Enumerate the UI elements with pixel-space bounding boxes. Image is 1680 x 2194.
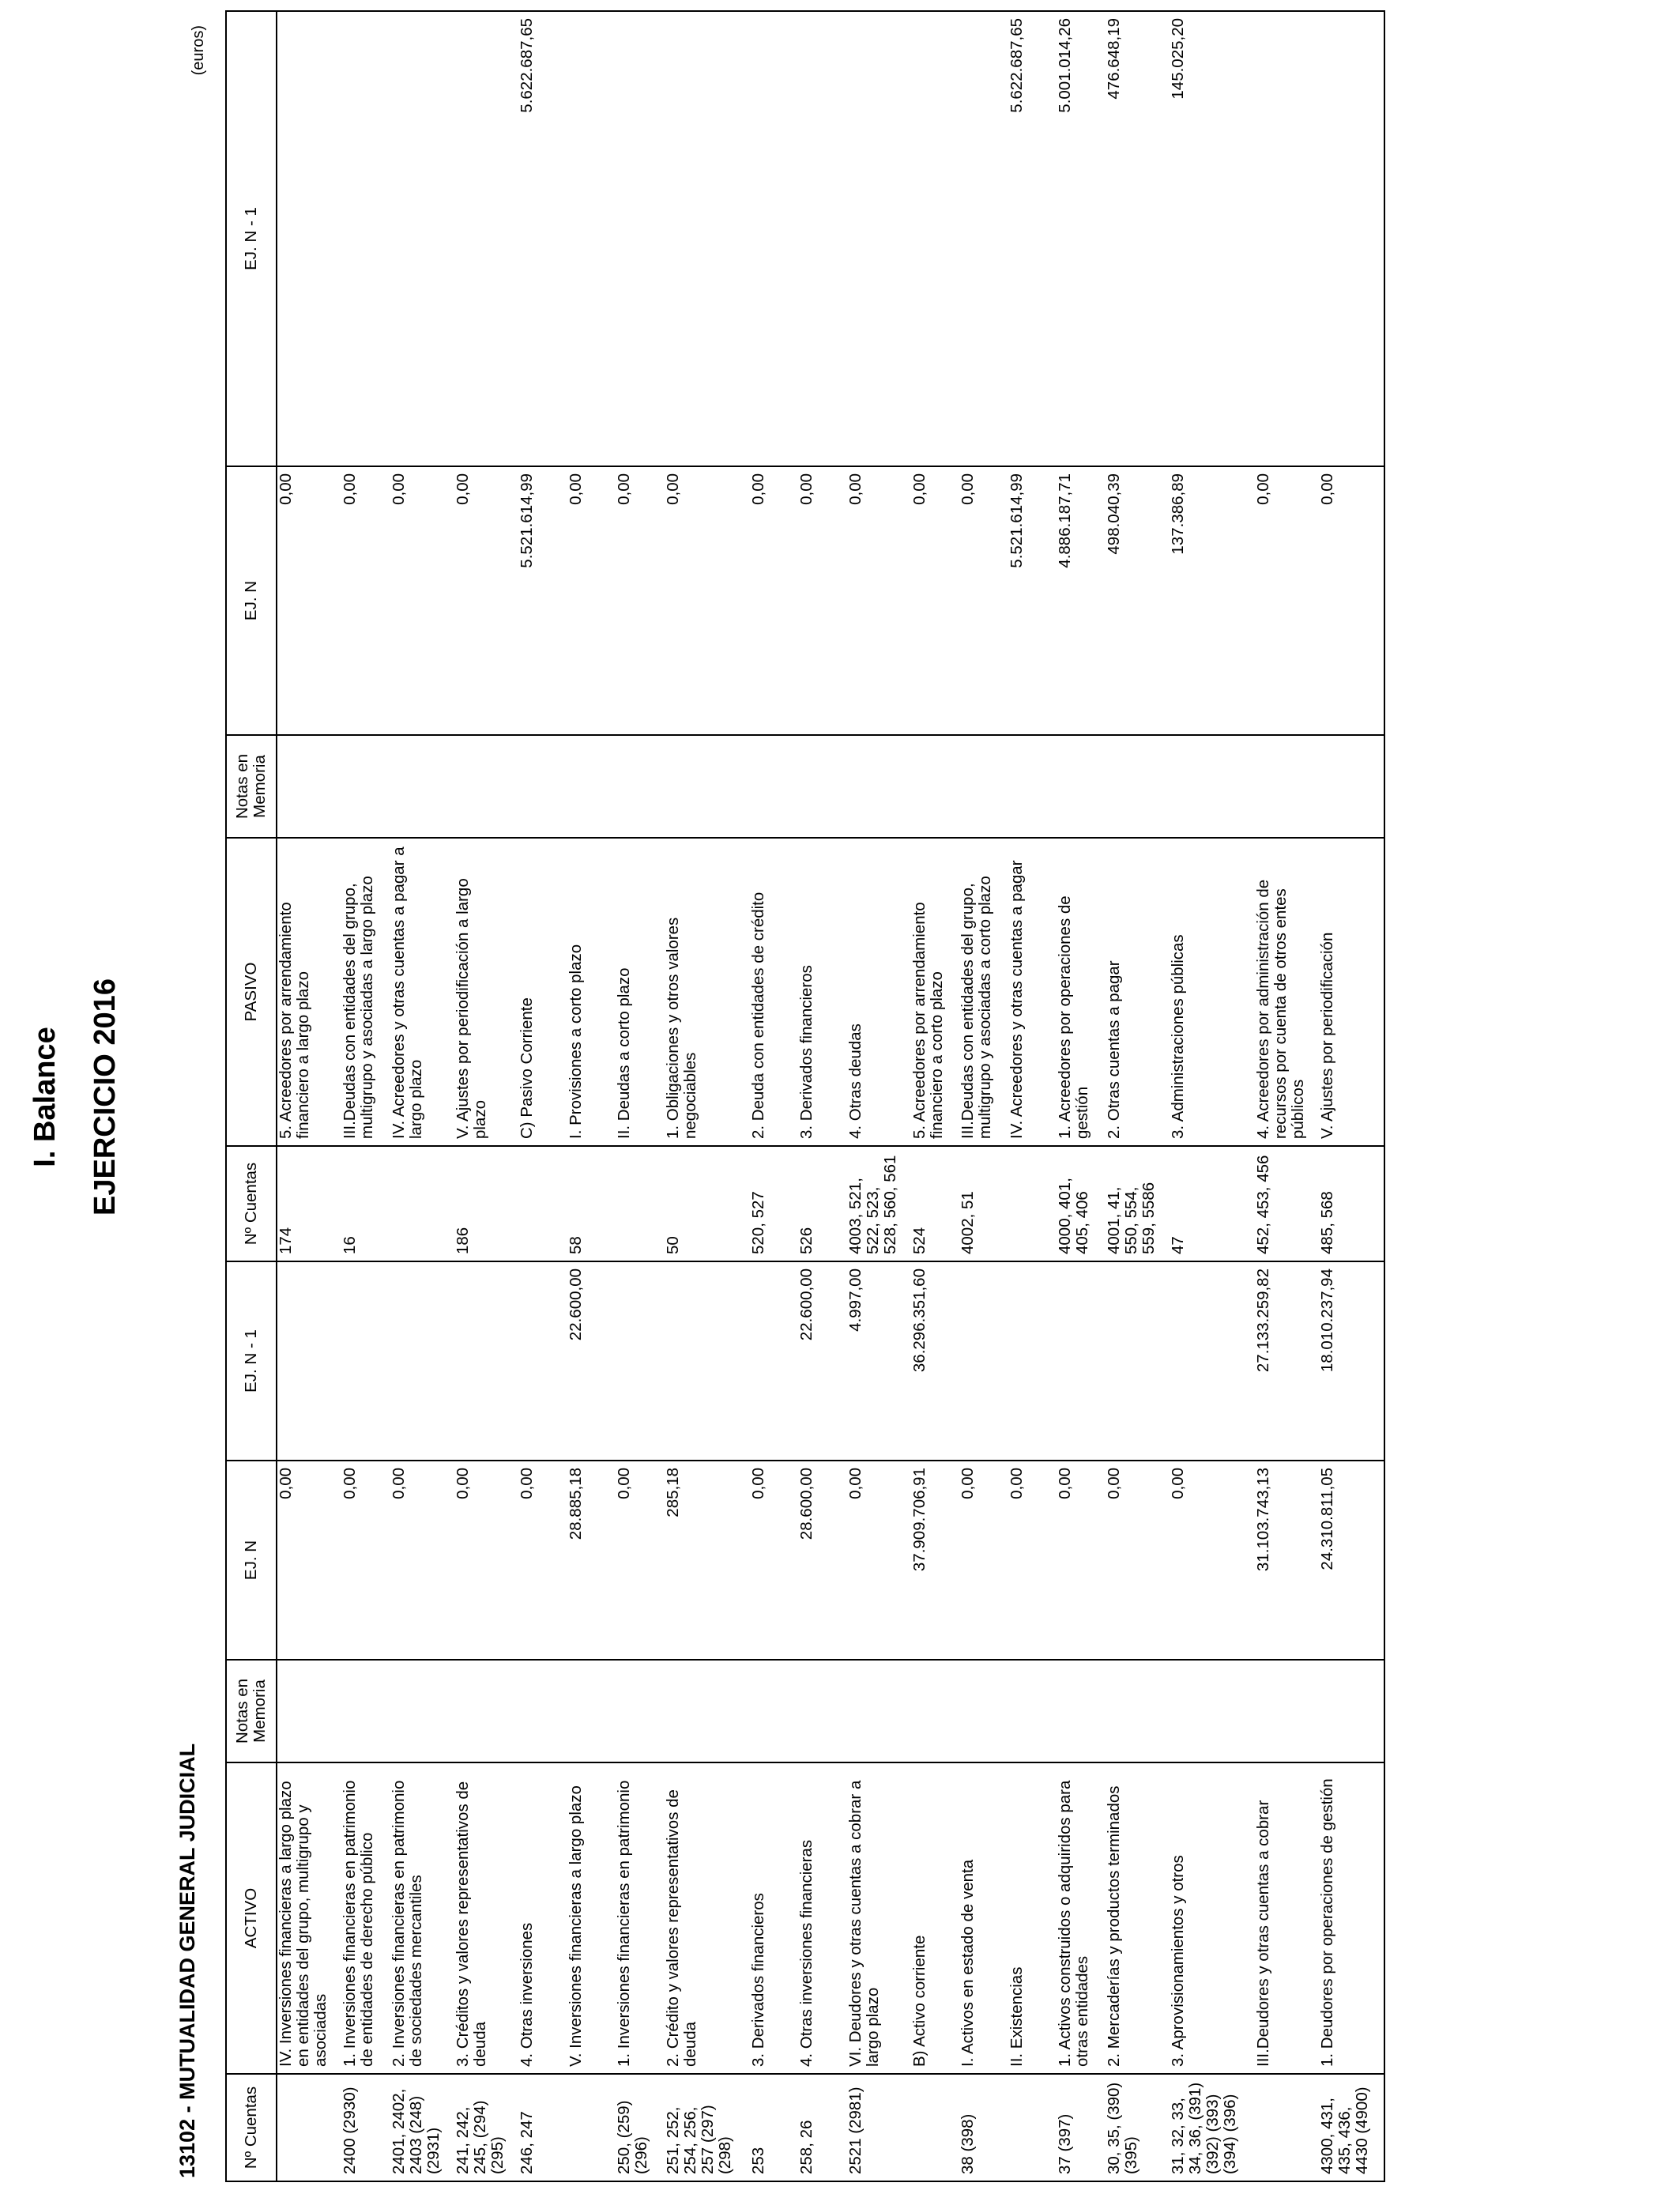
cell-ejn1-activo <box>277 1261 341 1461</box>
cell-ejn1-pasivo <box>911 11 959 466</box>
cell-notas-pasivo <box>847 735 911 838</box>
table-header-row <box>226 11 277 2181</box>
cell-ejn1-activo: 22.600,00 <box>798 1261 846 1461</box>
cell-ejn-pasivo: 5.521.614,99 <box>1008 466 1057 735</box>
cell-notas-activo <box>1106 1660 1170 1762</box>
cell-cuentas-pasivo <box>518 1146 567 1261</box>
cell-cuentas-activo: 246, 247 <box>518 2074 567 2181</box>
cell-notas-activo <box>750 1660 798 1762</box>
cell-pasivo: 2. Otras cuentas a pagar <box>1106 838 1170 1146</box>
cell-cuentas-activo <box>277 2074 341 2181</box>
cell-ejn-activo: 0,00 <box>616 1461 664 1660</box>
cell-ejn1-pasivo: 5.001.014,26 <box>1057 11 1105 466</box>
cell-notas-activo <box>1057 1660 1105 1762</box>
cell-cuentas-pasivo: 50 <box>665 1146 750 1261</box>
cell-cuentas-pasivo: 524 <box>911 1146 959 1261</box>
cell-pasivo: I. Provisiones a corto plazo <box>567 838 616 1146</box>
cell-cuentas-pasivo <box>1008 1146 1057 1261</box>
cell-pasivo: 2. Deuda con entidades de crédito <box>750 838 798 1146</box>
cell-notas-pasivo <box>959 735 1008 838</box>
cell-activo: 3. Créditos y valores representativos de deuda <box>454 1762 518 2074</box>
cell-ejn-activo: 28.885,18 <box>567 1461 616 1660</box>
table-row <box>390 11 454 2181</box>
cell-notas-pasivo <box>518 735 567 838</box>
header-notas-activo: Notas en Memoria <box>226 1660 277 1762</box>
cell-ejn1-activo: 36.296.351,60 <box>911 1261 959 1461</box>
cell-ejn-activo: 285,18 <box>665 1461 750 1660</box>
cell-ejn1-activo <box>1170 1261 1255 1461</box>
cell-ejn-pasivo: 498.040,39 <box>1106 466 1170 735</box>
cell-cuentas-activo <box>911 2074 959 2181</box>
cell-activo: V. Inversiones financieras a largo plazo <box>567 1762 616 2074</box>
cell-activo: III.Deudores y otras cuentas a cobrar <box>1255 1762 1319 2074</box>
cell-ejn1-pasivo <box>1319 11 1384 466</box>
cell-ejn1-activo <box>1057 1261 1105 1461</box>
cell-ejn-pasivo: 5.521.614,99 <box>518 466 567 735</box>
cell-ejn-activo: 0,00 <box>959 1461 1008 1660</box>
cell-notas-activo <box>518 1660 567 1762</box>
cell-ejn1-pasivo: 5.622.687,65 <box>1008 11 1057 466</box>
cell-notas-activo <box>1319 1660 1384 1762</box>
cell-cuentas-pasivo: 174 <box>277 1146 341 1261</box>
cell-cuentas-pasivo <box>390 1146 454 1261</box>
cell-activo: II. Existencias <box>1008 1762 1057 2074</box>
cell-pasivo: 5. Acreedores por arrendamiento financiero a largo plazo <box>277 838 341 1146</box>
cell-cuentas-pasivo: 485, 568 <box>1319 1146 1384 1261</box>
cell-activo: 2. Mercaderías y productos terminados <box>1106 1762 1170 2074</box>
cell-notas-activo <box>847 1660 911 1762</box>
cell-ejn1-pasivo: 476.648,19 <box>1106 11 1170 466</box>
cell-cuentas-pasivo: 4003, 521, 522, 523, 528, 560, 561 <box>847 1146 911 1261</box>
cell-ejn1-activo: 22.600,00 <box>567 1261 616 1461</box>
table-row <box>665 11 750 2181</box>
cell-ejn1-activo <box>665 1261 750 1461</box>
cell-ejn-activo: 24.310.811,05 <box>1319 1461 1384 1660</box>
cell-ejn-pasivo: 0,00 <box>341 466 390 735</box>
cell-pasivo: IV. Acreedores y otras cuentas a pagar a largo plazo <box>390 838 454 1146</box>
cell-pasivo: 5. Acreedores por arrendamiento financiero a corto plazo <box>911 838 959 1146</box>
cell-cuentas-pasivo: 58 <box>567 1146 616 1261</box>
cell-ejn-activo: 0,00 <box>454 1461 518 1660</box>
cell-ejn-pasivo: 0,00 <box>454 466 518 735</box>
cell-ejn1-activo <box>616 1261 664 1461</box>
cell-ejn-activo: 31.103.743,13 <box>1255 1461 1319 1660</box>
table-row <box>454 11 518 2181</box>
cell-notas-activo <box>665 1660 750 1762</box>
cell-ejn1-pasivo: 5.622.687,65 <box>518 11 567 466</box>
cell-cuentas-activo: 2521 (2981) <box>847 2074 911 2181</box>
cell-ejn1-activo: 4.997,00 <box>847 1261 911 1461</box>
cell-cuentas-activo <box>1008 2074 1057 2181</box>
cell-ejn1-activo <box>959 1261 1008 1461</box>
header-notas-pasivo: Notas en Memoria <box>226 735 277 838</box>
cell-activo: I. Activos en estado de venta <box>959 1762 1008 2074</box>
table-row <box>750 11 798 2181</box>
cell-ejn-activo: 0,00 <box>847 1461 911 1660</box>
cell-ejn1-pasivo <box>750 11 798 466</box>
cell-notas-pasivo <box>750 735 798 838</box>
cell-activo: 1. Activos construidos o adquiridos para otras entidades <box>1057 1762 1105 2074</box>
cell-ejn-activo: 0,00 <box>1008 1461 1057 1660</box>
cell-cuentas-activo <box>567 2074 616 2181</box>
cell-notas-pasivo <box>1106 735 1170 838</box>
cell-pasivo: IV. Acreedores y otras cuentas a pagar <box>1008 838 1057 1146</box>
cell-pasivo: 3. Derivados financieros <box>798 838 846 1146</box>
cell-ejn-activo: 0,00 <box>390 1461 454 1660</box>
table-row <box>847 11 911 2181</box>
report-subtitle: EJERCICIO 2016 <box>89 978 122 1216</box>
cell-cuentas-pasivo: 526 <box>798 1146 846 1261</box>
cell-activo: IV. Inversiones financieras a largo plazo en entidades del grupo, multigrupo y asociadas <box>277 1762 341 2074</box>
cell-notas-activo <box>341 1660 390 1762</box>
cell-ejn-activo: 0,00 <box>341 1461 390 1660</box>
cell-cuentas-activo: 37 (397) <box>1057 2074 1105 2181</box>
table-row <box>1008 11 1057 2181</box>
report-title: I. Balance <box>28 1027 62 1167</box>
table-row <box>518 11 567 2181</box>
cell-pasivo: 4. Acreedores por administración de recursos por cuenta de otros entes públicos <box>1255 838 1319 1146</box>
cell-notas-pasivo <box>454 735 518 838</box>
cell-ejn-activo: 0,00 <box>1106 1461 1170 1660</box>
cell-ejn-pasivo: 0,00 <box>616 466 664 735</box>
cell-ejn-pasivo: 4.886.187,71 <box>1057 466 1105 735</box>
cell-ejn1-activo: 18.010.237,94 <box>1319 1261 1384 1461</box>
cell-notas-activo <box>454 1660 518 1762</box>
cell-ejn1-pasivo <box>665 11 750 466</box>
cell-ejn-activo: 37.909.706,91 <box>911 1461 959 1660</box>
cell-pasivo: C) Pasivo Corriente <box>518 838 567 1146</box>
cell-cuentas-activo: 2401, 2402, 2403 (248) (2931) <box>390 2074 454 2181</box>
cell-pasivo: V. Ajustes por periodificación a largo plazo <box>454 838 518 1146</box>
cell-cuentas-pasivo: 16 <box>341 1146 390 1261</box>
balance-table <box>225 10 1385 2182</box>
cell-notas-pasivo <box>1057 735 1105 838</box>
cell-ejn1-activo <box>750 1261 798 1461</box>
table-row <box>616 11 664 2181</box>
cell-cuentas-activo: 253 <box>750 2074 798 2181</box>
cell-ejn-activo: 0,00 <box>277 1461 341 1660</box>
table-row <box>911 11 959 2181</box>
cell-cuentas-activo: 241, 242, 245, (294) (295) <box>454 2074 518 2181</box>
entity-name: 13102 - MUTUALIDAD GENERAL JUDICIAL <box>175 1743 199 2178</box>
cell-notas-activo <box>1008 1660 1057 1762</box>
cell-ejn1-activo <box>341 1261 390 1461</box>
table-row <box>1106 11 1170 2181</box>
cell-ejn1-activo <box>518 1261 567 1461</box>
table-row <box>1170 11 1255 2181</box>
cell-activo: 2. Inversiones financieras en patrimonio de sociedades mercantiles <box>390 1762 454 2074</box>
cell-ejn1-pasivo <box>798 11 846 466</box>
cell-pasivo: V. Ajustes por periodificación <box>1319 838 1384 1146</box>
cell-notas-pasivo <box>567 735 616 838</box>
units-label: (euros) <box>190 25 207 76</box>
cell-notas-pasivo <box>1008 735 1057 838</box>
cell-ejn1-pasivo <box>454 11 518 466</box>
cell-pasivo: III.Deudas con entidades del grupo, multigrupo y asociadas a corto plazo <box>959 838 1008 1146</box>
cell-ejn-pasivo: 0,00 <box>390 466 454 735</box>
cell-ejn1-activo <box>1008 1261 1057 1461</box>
cell-cuentas-pasivo: 452, 453, 456 <box>1255 1146 1319 1261</box>
cell-notas-activo <box>798 1660 846 1762</box>
cell-ejn-pasivo: 0,00 <box>1319 466 1384 735</box>
cell-activo: VI. Deudores y otras cuentas a cobrar a largo plazo <box>847 1762 911 2074</box>
cell-activo: 1. Inversiones financieras en patrimonio de entidades de derecho público <box>341 1762 390 2074</box>
cell-notas-activo <box>959 1660 1008 1762</box>
cell-ejn1-activo <box>1106 1261 1170 1461</box>
cell-pasivo: 4. Otras deudas <box>847 838 911 1146</box>
cell-ejn-pasivo: 0,00 <box>959 466 1008 735</box>
cell-activo: 3. Aprovisionamientos y otros <box>1170 1762 1255 2074</box>
cell-ejn-pasivo: 0,00 <box>750 466 798 735</box>
cell-ejn1-pasivo <box>567 11 616 466</box>
cell-ejn1-pasivo <box>847 11 911 466</box>
cell-pasivo: 1. Obligaciones y otros valores negociables <box>665 838 750 1146</box>
cell-pasivo: 3. Administraciones públicas <box>1170 838 1255 1146</box>
cell-notas-pasivo <box>616 735 664 838</box>
cell-ejn-pasivo: 0,00 <box>847 466 911 735</box>
cell-cuentas-pasivo: 4002, 51 <box>959 1146 1008 1261</box>
cell-cuentas-activo: 38 (398) <box>959 2074 1008 2181</box>
cell-ejn-activo: 0,00 <box>1057 1461 1105 1660</box>
cell-ejn1-pasivo <box>616 11 664 466</box>
cell-notas-activo <box>1170 1660 1255 1762</box>
cell-pasivo: 1. Acreedores por operaciones de gestión <box>1057 838 1105 1146</box>
cell-cuentas-activo: 30, 35, (390) (395) <box>1106 2074 1170 2181</box>
cell-cuentas-activo: 251, 252, 254, 256, 257 (297) (298) <box>665 2074 750 2181</box>
table-row <box>341 11 390 2181</box>
cell-ejn1-pasivo <box>277 11 341 466</box>
cell-activo: 1. Deudores por operaciones de gestión <box>1319 1762 1384 2074</box>
table-row <box>1255 11 1319 2181</box>
table-row <box>1057 11 1105 2181</box>
cell-ejn-pasivo: 137.386,89 <box>1170 466 1255 735</box>
cell-notas-pasivo <box>390 735 454 838</box>
cell-cuentas-activo: 31, 32, 33, 34, 36, (391) (392) (393) (394) (396) <box>1170 2074 1255 2181</box>
header-cuentas-activo: Nº Cuentas <box>226 2074 277 2181</box>
cell-cuentas-pasivo: 520, 527 <box>750 1146 798 1261</box>
cell-activo: 4. Otras inversiones financieras <box>798 1762 846 2074</box>
cell-notas-pasivo <box>665 735 750 838</box>
cell-notas-activo <box>1255 1660 1319 1762</box>
cell-cuentas-pasivo: 4000, 401, 405, 406 <box>1057 1146 1105 1261</box>
cell-notas-pasivo <box>1170 735 1255 838</box>
cell-ejn1-pasivo <box>1255 11 1319 466</box>
cell-cuentas-pasivo: 47 <box>1170 1146 1255 1261</box>
cell-activo: 4. Otras inversiones <box>518 1762 567 2074</box>
cell-ejn-activo: 0,00 <box>518 1461 567 1660</box>
cell-notas-pasivo <box>277 735 341 838</box>
cell-ejn-pasivo: 0,00 <box>277 466 341 735</box>
cell-ejn-pasivo: 0,00 <box>911 466 959 735</box>
cell-ejn-pasivo: 0,00 <box>1255 466 1319 735</box>
header-activo: ACTIVO <box>226 1762 277 2074</box>
cell-cuentas-pasivo <box>616 1146 664 1261</box>
cell-ejn1-pasivo: 145.025,20 <box>1170 11 1255 466</box>
cell-notas-pasivo <box>1255 735 1319 838</box>
cell-ejn1-pasivo <box>390 11 454 466</box>
cell-ejn-activo: 0,00 <box>1170 1461 1255 1660</box>
cell-cuentas-activo: 4300, 431, 435, 436, 4430 (4900) <box>1319 2074 1384 2181</box>
cell-notas-pasivo <box>1319 735 1384 838</box>
cell-pasivo: II. Deudas a corto plazo <box>616 838 664 1146</box>
cell-ejn-activo: 0,00 <box>750 1461 798 1660</box>
cell-ejn1-activo <box>390 1261 454 1461</box>
cell-cuentas-activo: 2400 (2930) <box>341 2074 390 2181</box>
header-ejn-activo: EJ. N <box>226 1461 277 1660</box>
cell-cuentas-activo: 250, (259) (296) <box>616 2074 664 2181</box>
cell-activo: 2. Crédito y valores representativos de deuda <box>665 1762 750 2074</box>
cell-activo: B) Activo corriente <box>911 1762 959 2074</box>
cell-cuentas-activo <box>1255 2074 1319 2181</box>
cell-ejn-pasivo: 0,00 <box>665 466 750 735</box>
cell-ejn1-pasivo <box>341 11 390 466</box>
cell-notas-pasivo <box>798 735 846 838</box>
cell-notas-activo <box>911 1660 959 1762</box>
header-ejn1-pasivo: EJ. N - 1 <box>226 11 277 466</box>
header-ejn1-activo: EJ. N - 1 <box>226 1261 277 1461</box>
cell-notas-pasivo <box>341 735 390 838</box>
cell-activo: 3. Derivados financieros <box>750 1762 798 2074</box>
header-cuentas-pasivo: Nº Cuentas <box>226 1146 277 1261</box>
cell-pasivo: III.Deudas con entidades del grupo, multigrupo y asociadas a largo plazo <box>341 838 390 1146</box>
cell-cuentas-activo: 258, 26 <box>798 2074 846 2181</box>
cell-ejn-activo: 28.600,00 <box>798 1461 846 1660</box>
cell-notas-pasivo <box>911 735 959 838</box>
cell-ejn-pasivo: 0,00 <box>567 466 616 735</box>
cell-cuentas-pasivo: 4001, 41, 550, 554, 559, 5586 <box>1106 1146 1170 1261</box>
table-row <box>798 11 846 2181</box>
table-row <box>277 11 341 2181</box>
cell-notas-activo <box>277 1660 341 1762</box>
table-row <box>567 11 616 2181</box>
cell-notas-activo <box>567 1660 616 1762</box>
cell-activo: 1. Inversiones financieras en patrimonio <box>616 1762 664 2074</box>
cell-cuentas-pasivo: 186 <box>454 1146 518 1261</box>
cell-notas-activo <box>390 1660 454 1762</box>
header-ejn-pasivo: EJ. N <box>226 466 277 735</box>
cell-ejn1-pasivo <box>959 11 1008 466</box>
cell-notas-activo <box>616 1660 664 1762</box>
cell-ejn1-activo <box>454 1261 518 1461</box>
cell-ejn1-activo: 27.133.259,82 <box>1255 1261 1319 1461</box>
table-row <box>1319 11 1384 2181</box>
header-pasivo: PASIVO <box>226 838 277 1146</box>
table-row <box>959 11 1008 2181</box>
cell-ejn-pasivo: 0,00 <box>798 466 846 735</box>
